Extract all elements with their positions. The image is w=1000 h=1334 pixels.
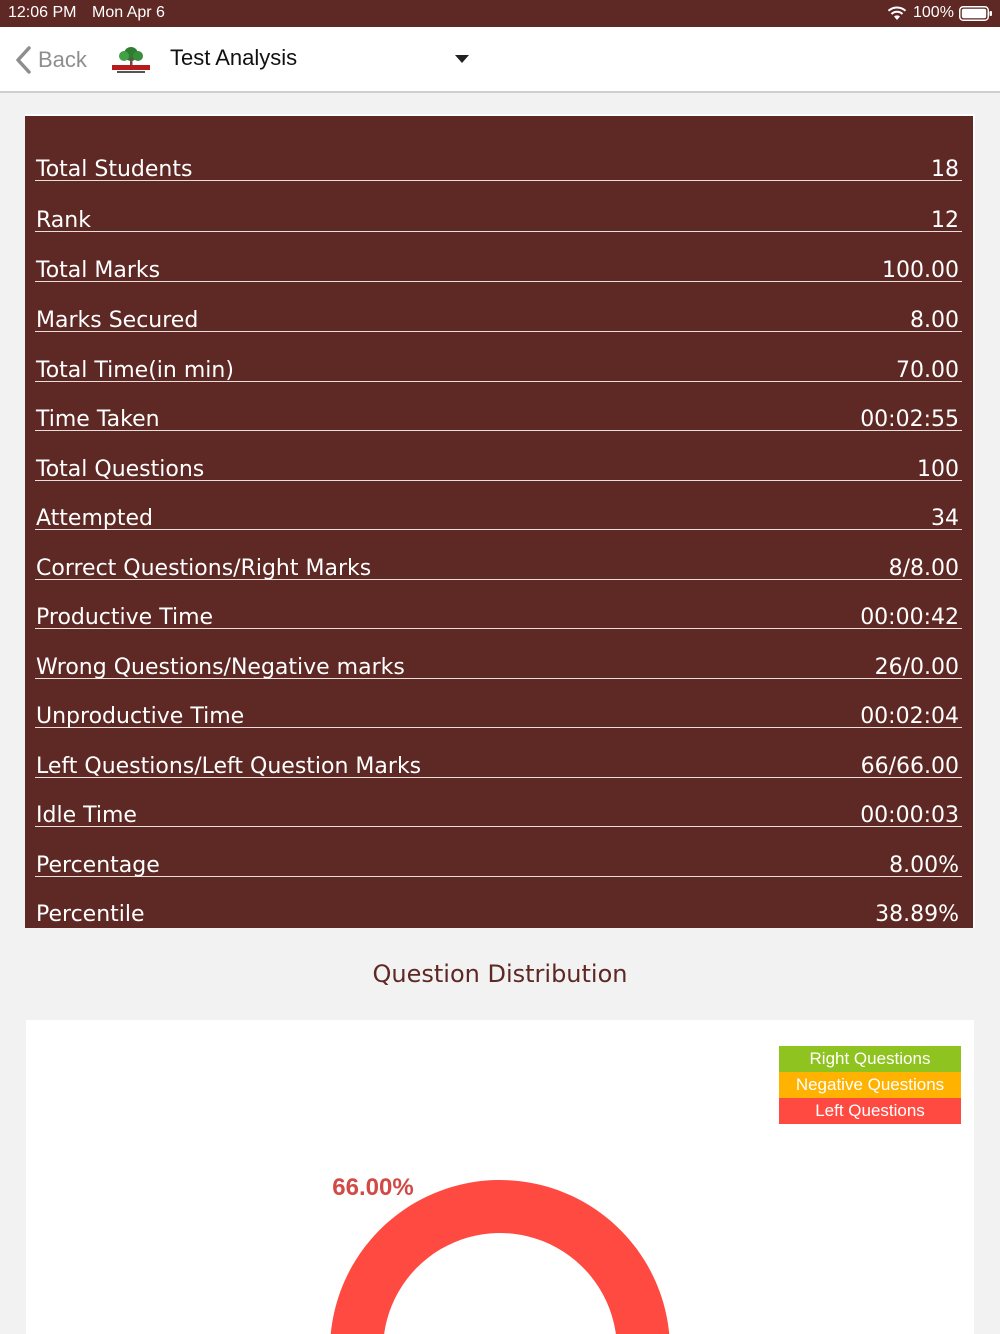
pie-slice[interactable] xyxy=(330,1180,670,1334)
wifi-icon xyxy=(887,5,907,21)
question-distribution-chart xyxy=(26,1020,974,1334)
stats-row-value: 100 xyxy=(917,457,959,482)
stats-row xyxy=(35,827,962,877)
legend-item: Left Questions xyxy=(779,1098,961,1124)
legend-item: Negative Questions xyxy=(779,1072,961,1098)
stats-row xyxy=(35,332,962,382)
battery-icon xyxy=(959,6,993,21)
stats-row-value: 8.00 xyxy=(910,308,959,333)
stats-row xyxy=(35,678,962,728)
stats-row-value: 00:00:03 xyxy=(860,803,959,828)
stats-row xyxy=(35,282,962,332)
app-logo xyxy=(109,45,153,75)
chart-title: Question Distribution xyxy=(372,960,628,988)
stats-row-label: Productive Time xyxy=(36,605,214,630)
stats-row-label: Left Questions/Left Question Marks xyxy=(36,754,422,779)
stats-row-label: Percentage xyxy=(36,853,160,878)
stats-row xyxy=(35,728,962,778)
status-time: 12:06 PM xyxy=(8,4,77,21)
stats-row-value: 38.89% xyxy=(875,902,959,927)
chart-legend xyxy=(779,1046,961,1124)
stats-row-label: Attempted xyxy=(36,506,153,531)
stats-row xyxy=(35,232,962,282)
stats-row xyxy=(35,480,962,530)
stats-row-label: Correct Questions/Right Marks xyxy=(36,556,372,581)
stats-row-value: 70.00 xyxy=(896,358,959,383)
stats-row xyxy=(35,579,962,629)
back-label: Back xyxy=(38,47,87,72)
stats-row-value: 00:02:55 xyxy=(860,407,959,432)
status-date: Mon Apr 6 xyxy=(92,4,165,21)
stats-row-label: Total Students xyxy=(36,157,193,182)
navigation-bar xyxy=(0,27,1000,93)
stats-row xyxy=(35,629,962,679)
stats-row-label: Total Time(in min) xyxy=(36,358,234,383)
stats-row-value: 12 xyxy=(931,208,959,233)
stats-row-value: 00:02:04 xyxy=(860,704,959,729)
stats-row-label: Rank xyxy=(36,208,91,233)
stats-row-value: 34 xyxy=(931,506,959,531)
battery-percentage: 100% xyxy=(913,4,954,21)
slice-label: 66.00% xyxy=(332,1174,414,1201)
stats-row-label: Percentile xyxy=(36,902,145,927)
status-bar xyxy=(0,0,1000,27)
stats-row-value: 100.00 xyxy=(882,258,959,283)
test-stats-table xyxy=(25,114,975,928)
stats-row xyxy=(35,431,962,481)
stats-row-label: Total Marks xyxy=(36,258,161,283)
legend-item: Right Questions xyxy=(779,1046,961,1072)
stats-row-value: 00:00:42 xyxy=(860,605,959,630)
stats-row xyxy=(35,131,962,181)
stats-row-label: Unproductive Time xyxy=(36,704,245,729)
stats-row-label: Marks Secured xyxy=(36,308,199,333)
stats-row xyxy=(35,381,962,431)
stats-row-value: 66/66.00 xyxy=(860,754,959,779)
back-button[interactable] xyxy=(14,43,87,77)
stats-row-value: 18 xyxy=(931,157,959,182)
stats-row-value: 8/8.00 xyxy=(888,556,959,581)
stats-row-label: Wrong Questions/Negative marks xyxy=(36,655,405,680)
stats-row-label: Idle Time xyxy=(36,803,137,828)
stats-row-value: 26/0.00 xyxy=(874,655,959,680)
dropdown-arrow-icon[interactable] xyxy=(455,55,469,63)
stats-row-value: 8.00% xyxy=(889,853,959,878)
stats-row xyxy=(35,530,962,580)
stats-row xyxy=(35,777,962,827)
stats-row-label: Time Taken xyxy=(36,407,160,432)
chevron-left-icon xyxy=(14,45,34,75)
stats-row-label: Total Questions xyxy=(36,457,205,482)
stats-row xyxy=(35,876,962,926)
stats-row xyxy=(35,182,962,232)
page-title: Test Analysis xyxy=(170,45,298,70)
